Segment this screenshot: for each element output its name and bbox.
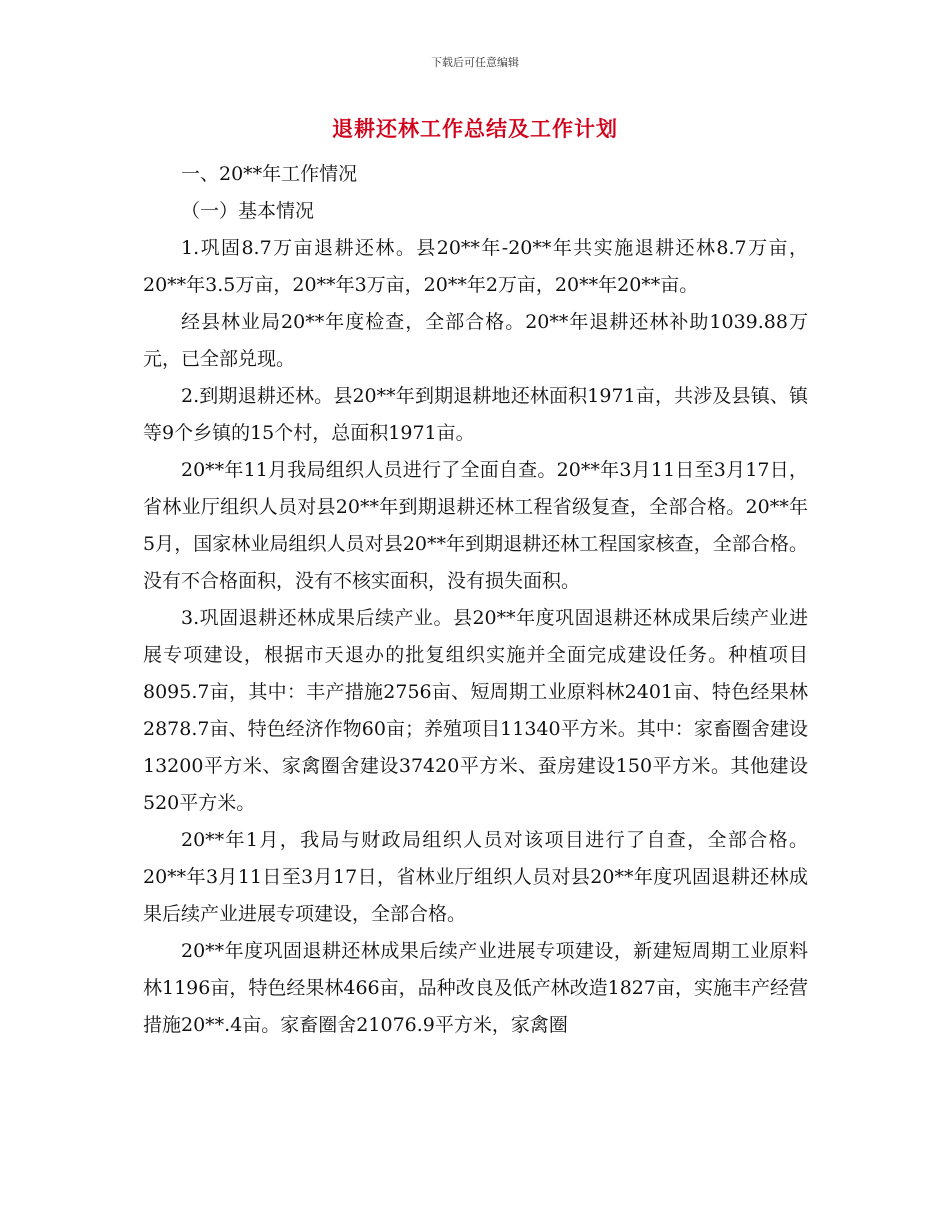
body-paragraph: 20**年11月我局组织人员进行了全面自查。20**年3月11日至3月17日，省林业厅组织人员对县20**年到期退耕还林工程省级复查，全部合格。20**年5月，国家林业局组织人员对县20**年到期退耕还林工程国家核查，全部合格。没有不合格面积，没有不核实面积，没有损失面积。 xyxy=(143,459,808,592)
body-paragraph: 2.到期退耕还林。县20**年到期退耕地还林面积1971亩，共涉及县镇、镇等9个乡镇的15个村，总面积1971亩。 xyxy=(143,385,808,444)
header-note: 下载后可任意编辑 xyxy=(431,56,519,69)
body-paragraph: 经县林业局20**年度检查，全部合格。20**年退耕还林补助1039.88万元，已全部兑现。 xyxy=(143,311,808,370)
body-paragraph: 3.巩固退耕还林成果后续产业。县20**年度巩固退耕还林成果后续产业进展专项建设，根据市天退办的批复组织实施并全面完成建设任务。种植项目8095.7亩，其中：丰产措施2756亩、短周期工业原料林2401亩、特色经果林2878.7亩、特色经济作物60亩；养殖项目11340平方米。其中：家畜圈舍建设13200平方米、家禽圈舍建设37420平方米、蚕房建设150平方米。其他建设520平方米。 xyxy=(143,607,808,814)
subsection-heading: （一）基本情况 xyxy=(181,200,315,222)
document-body xyxy=(143,156,808,1044)
body-paragraph: 20**年1月，我局与财政局组织人员对该项目进行了自查，全部合格。20**年3月11日至3月17日，省林业厅组织人员对县20**年度巩固退耕还林成果后续产业进展专项建设，全部合格。 xyxy=(143,829,808,925)
body-paragraph: 1.巩固8.7万亩退耕还林。县20**年-20**年共实施退耕还林8.7万亩，20**年3.5万亩，20**年3万亩，20**年2万亩，20**年20**亩。 xyxy=(143,237,808,296)
document-title: 退耕还林工作总结及工作计划 xyxy=(332,117,618,141)
body-paragraph: 20**年度巩固退耕还林成果后续产业进展专项建设，新建短周期工业原料林1196亩，特色经果林466亩，品种改良及低产林改造1827亩，实施丰产经营措施20**.4亩。家畜圈舍21076.9平方米，家禽圈 xyxy=(143,940,808,1036)
section-heading: 一、20**年工作情况 xyxy=(181,163,358,185)
